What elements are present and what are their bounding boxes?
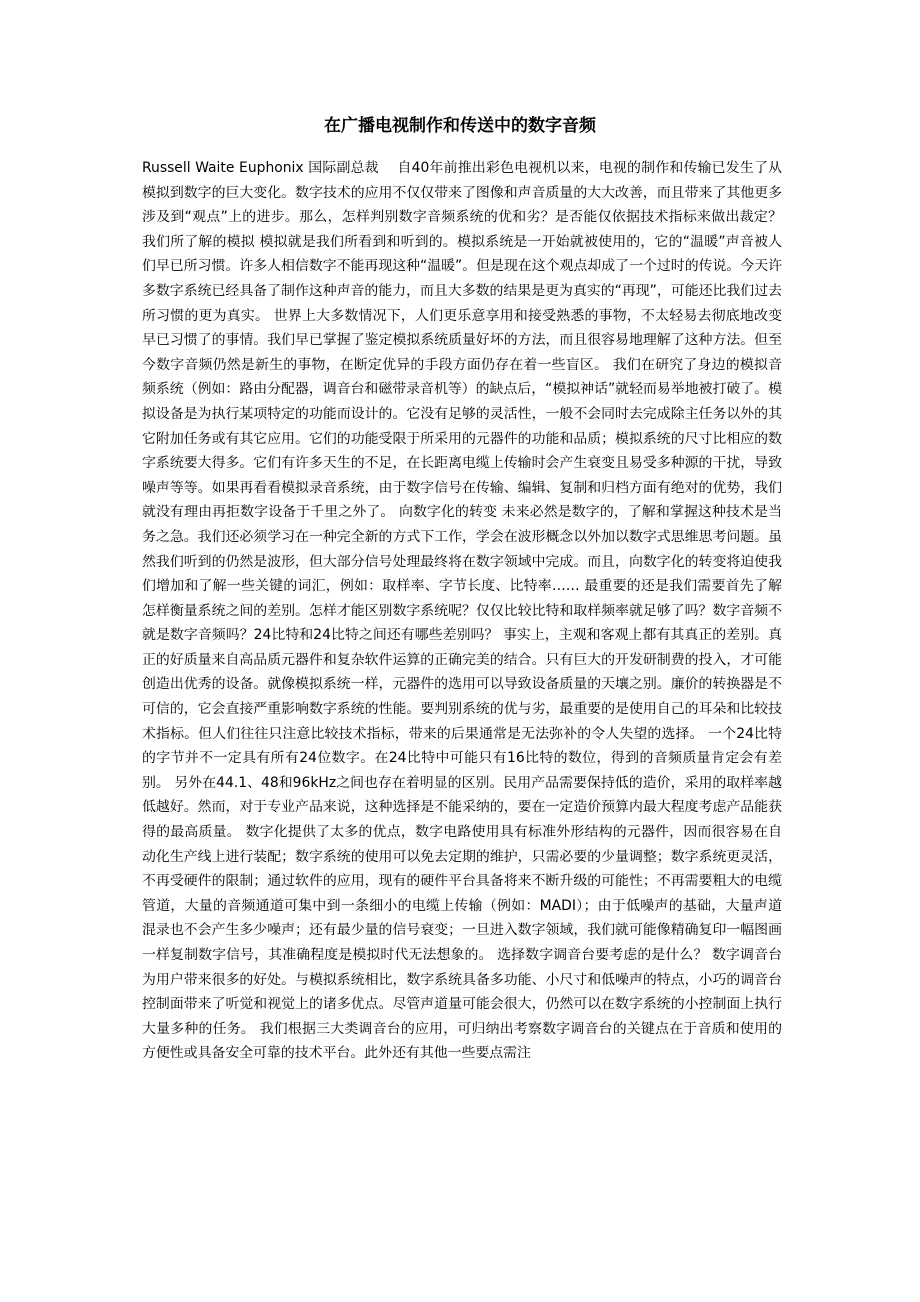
document-title: 在广播电视制作和传送中的数字音频 [324, 116, 596, 136]
document-body-paragraph: Russell Waite Euphonix 国际副总裁 自40年前推出彩色电视机以来，电视的制作和传输已发生了从模拟到数字的巨大变化。数字技术的应用不仅仅带来了图像和声音质量的大大改善，而且带来了其他更多涉及到“观点”上的进步。那么，怎样判别数字音频系统的优和劣？是否能仅依据技术指标来做出裁定？ 我们所了解的模拟 模拟就是我们所看到和听到的。模拟系统是一开始就被使用的，它的“温暖”声音被人们早已所习惯。许多人相信数字不能再现这种“温暖”。但是现在这个观点却成了一个过时的传说。今天许多数字系统已经具备了制作这种声音的能力，而且大多数的结果是更为真实的“再现”，可能还比我们过去所习惯的更为真实。 世界上大多数情况下，人们更乐意享用和接受熟悉的事物，不太轻易去彻底地改变早已习惯了的事情。我们早已掌握了鉴定模拟系统质量好坏的方法，而且很容易地理解了这种方法。但至今数字音频仍然是新生的事物，在断定优异的手段方面仍存在着一些盲区。 我们在研究了身边的模拟音频系统（例如：路由分配器，调音台和磁带录音机等）的缺点后，“模拟神话”就轻而易举地被打破了。模拟设备是为执行某项特定的功能而设计的。它没有足够的灵活性，一般不会同时去完成除主任务以外的其它附加任务或有其它应用。它们的功能受限于所采用的元器件的功能和品质；模拟系统的尺寸比相应的数字系统要大得多。它们有许多天生的不足，在长距离电缆上传输时会产生衰变且易受多种源的干扰，导致噪声等等。如果再看看模拟录音系统，由于数字信号在传输、编辑、复制和归档方面有绝对的优势，我们就没有理由再拒数字设备于千里之外了。 向数字化的转变 未来必然是数字的，了解和掌握这种技术是当务之急。我们还必须学习在一种完全新的方式下工作，学会在波形概念以外加以数字式思维思考问题。虽然我们听到的仍然是波形，但大部分信号处理最终将在数字领域中完成。而且，向数字化的转变将迫使我们增加和了解一些关键的词汇，例如：取样率、字节长度、比特率…… 最重要的还是我们需要首先了解怎样衡量系统之间的差别。怎样才能区别数字系统呢？仅仅比较比特和取样频率就足够了吗？数字音频不就是数字音频吗？24比特和24比特之间还有哪些差别吗？ 事实上，主观和客观上都有其真正的差别。真正的好质量来自高品质元器件和复杂软件运算的正确完美的结合。只有巨大的开发研制费的投入，才可能创造出优秀的设备。就像模拟系统一样，元器件的选用可以导致设备质量的天壤之别。廉价的转换器是不可信的，它会直接严重影响数字系统的性能。要判别系统的优与劣，最重要的是使用自己的耳朵和比较技术指标。但人们往往只注意比较技术指标，带来的后果通常是无法弥补的令人失望的选择。 一个24比特的字节并不一定具有所有24位数字。在24比特中可能只有16比特的数位，得到的音频质量肯定会有差别。 另外在44.1、48和96kHz之间也存在着明显的区别。民用产品需要保持低的造价，采用的取样率越低越好。然而，对于专业产品来说，这种选择是不能采纳的，要在一定造价预算内最大程度考虑产品能获得的最高质量。 数字化提供了太多的优点，数字电路使用具有标准外形结构的元器件，因而很容易在自动化生产线上进行装配；数字系统的使用可以免去定期的维护，只需必要的少量调整；数字系统更灵活，不再受硬件的限制；通过软件的应用，现有的硬件平台具备将来不断升级的可能性；不再需要粗大的电缆管道，大量的音频通道可集中到一条细小的电缆上传输（例如：MADI）；由于低噪声的基础，大量声道混录也不会产生多少噪声；还有最少量的信号衰变；一旦进入数字领域，我们就可能像精确复印一幅图画一样复制数字信号，其准确程度是模拟时代无法想象的。 选择数字调音台要考虑的是什么？ 数字调音台为用户带来很多的好处。与模拟系统相比，数字系统具备多功能、小尺寸和低噪声的特点，小巧的调音台控制面带来了听觉和视觉上的诸多优点。尽管声道量可能会很大，仍然可以在数字系统的小控制面上执行大量多种的任务。 我们根据三大类调音台的应用，可归纳出考察数字调音台的关键点在于音质和使用的方便性或具备安全可靠的技术平台。此外还有其他一些要点需注 [142, 160, 801, 1062]
